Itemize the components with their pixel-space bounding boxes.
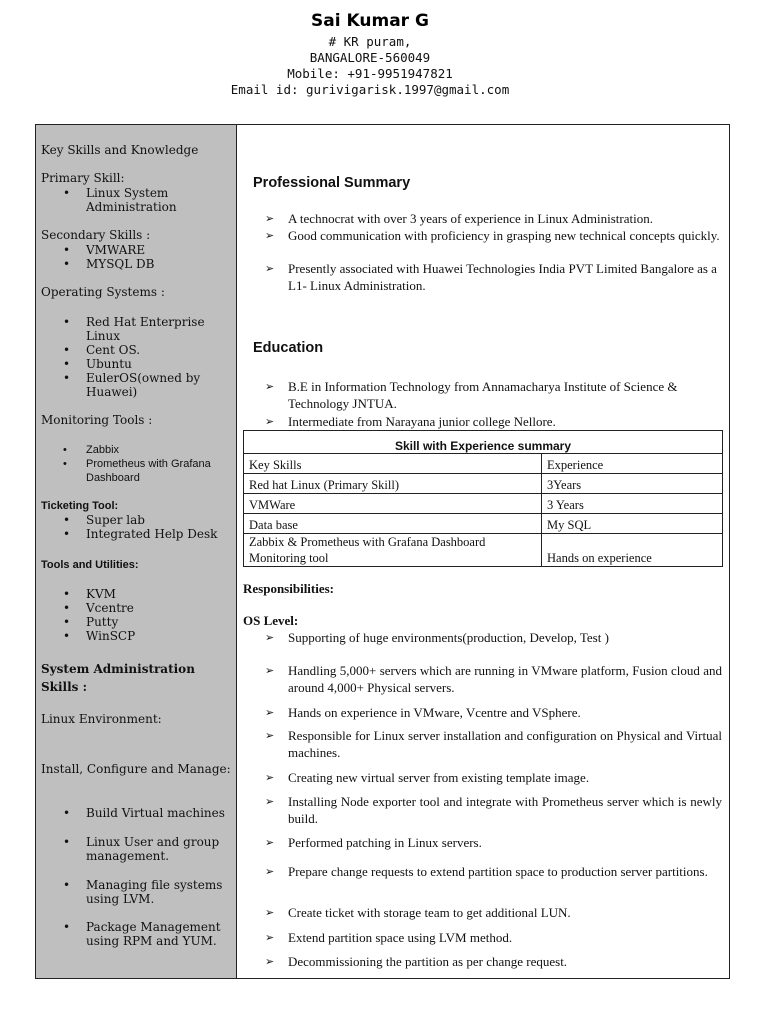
address-line-1: # KR puram, (328, 34, 412, 49)
table-row (244, 494, 723, 514)
key-skills-heading: Key Skills and Knowledge (41, 143, 199, 157)
header-cell: Key Skills (244, 454, 542, 474)
mobile-number: Mobile: +91-9951947821 (287, 66, 453, 81)
email-address: Email id: gurivigarisk.1997@gmail.com (230, 82, 510, 97)
ticketing-item: • Super lab (86, 513, 145, 527)
install-item: • Build Virtual machines (86, 806, 226, 820)
sysadmin-skills-label: System Administration Skills : (41, 662, 195, 694)
secondary-skills-label: Secondary Skills : (41, 228, 151, 242)
install-item: • Linux User and group management. (86, 835, 226, 863)
summary-item: ➢ A technocrat with over 3 years of experience in Linux Administration. (288, 211, 722, 228)
candidate-name: Sai Kumar G (311, 11, 429, 31)
install-configure-label: Install, Configure and Manage: (41, 762, 231, 776)
header-cell: Experience (542, 454, 723, 474)
tools-item: • Putty (86, 615, 118, 629)
responsibility-item: ➢ Create ticket with storage team to get additional LUN. (288, 905, 722, 922)
summary-item: ➢ Presently associated with Huawei Technologies India PVT Limited Bangalore as a L1- Linux Administration. (288, 261, 722, 294)
table-row (244, 534, 723, 567)
resume-header (0, 8, 740, 98)
education-item: ➢ B.E in Information Technology from Annamacharya Institute of Science & Technology JNTUA. (288, 379, 722, 412)
tools-item: • KVM (86, 587, 116, 601)
resume-body-frame (35, 124, 730, 979)
education-item: ➢ Intermediate from Narayana junior college Nellore. (288, 414, 722, 431)
table-cell: 3Years (542, 474, 723, 494)
ticketing-item: • Integrated Help Desk (86, 527, 217, 541)
primary-skill-label: Primary Skill: (41, 171, 125, 185)
table-header-row (244, 454, 723, 474)
primary-skill-item: • Linux System Administration (86, 186, 196, 214)
tools-label: Tools and Utilities: (41, 559, 139, 571)
table-cell: 3 Years (542, 494, 723, 514)
os-item: • Red Hat Enterprise Linux (86, 315, 216, 343)
table-cell: Data base (244, 514, 542, 534)
monitoring-item: • Zabbix (86, 443, 119, 457)
responsibility-item: ➢ Prepare change requests to extend partition space to production server partitions. (288, 864, 722, 881)
responsibility-item: ➢ Supporting of huge environments(production, Develop, Test ) (288, 630, 722, 647)
responsibility-item: ➢ Handling 5,000+ servers which are running in VMware platform, Fusion cloud and around 4,000+ Physical servers. (288, 663, 722, 696)
address-line-2: BANGALORE-560049 (309, 50, 431, 65)
tools-item: • Vcentre (86, 601, 134, 615)
linux-environment-label: Linux Environment: (41, 712, 162, 726)
os-level-label: OS Level: (243, 613, 299, 628)
responsibilities-label: Responsibilities: (243, 581, 335, 596)
monitoring-label: Monitoring Tools : (41, 413, 153, 427)
responsibility-item: ➢ Hands on experience in VMware, Vcentre and VSphere. (288, 705, 722, 722)
secondary-skill-item: • MYSQL DB (86, 257, 155, 271)
install-item: • Package Management using RPM and YUM. (86, 920, 226, 948)
responsibility-item: ➢ Installing Node exporter tool and integrate with Prometheus server which is newly build. (288, 794, 722, 827)
responsibility-item: ➢ Decommissioning the partition as per change request. (288, 954, 722, 971)
table-title: Skill with Experience summary (244, 431, 723, 454)
responsibility-item: ➢ Performed patching in Linux servers. (288, 835, 722, 852)
education-heading: Education (253, 340, 324, 356)
professional-summary-heading: Professional Summary (253, 175, 411, 191)
table-cell: Red hat Linux (Primary Skill) (244, 474, 542, 494)
os-item: • Ubuntu (86, 357, 132, 371)
skill-experience-table (243, 430, 723, 567)
os-label: Operating Systems : (41, 285, 165, 299)
table-row (244, 474, 723, 494)
responsibility-item: ➢ Responsible for Linux server installation and configuration on Physical and Virtual machines. (288, 728, 722, 761)
table-cell: VMWare (244, 494, 542, 514)
table-cell: Hands on experience (542, 534, 723, 567)
tools-item: • WinSCP (86, 629, 135, 643)
skills-sidebar (36, 125, 237, 978)
monitoring-item: • Prometheus with Grafana Dashboard (86, 457, 231, 485)
table-row (244, 514, 723, 534)
responsibility-item: ➢ Creating new virtual server from existing template image. (288, 770, 722, 787)
secondary-skill-item: • VMWARE (86, 243, 145, 257)
main-content (237, 125, 729, 978)
responsibility-item: ➢ Extend partition space using LVM method. (288, 930, 722, 947)
os-item: • Cent OS. (86, 343, 140, 357)
table-cell: Zabbix & Prometheus with Grafana Dashboard Monitoring tool (244, 534, 542, 567)
summary-item: ➢ Good communication with proficiency in grasping new technical concepts quickly. (288, 228, 722, 245)
install-item: • Managing file systems using LVM. (86, 878, 226, 906)
os-item: • EulerOS(owned by Huawei) (86, 371, 211, 399)
table-cell: My SQL (542, 514, 723, 534)
ticketing-label: Ticketing Tool: (41, 500, 119, 512)
